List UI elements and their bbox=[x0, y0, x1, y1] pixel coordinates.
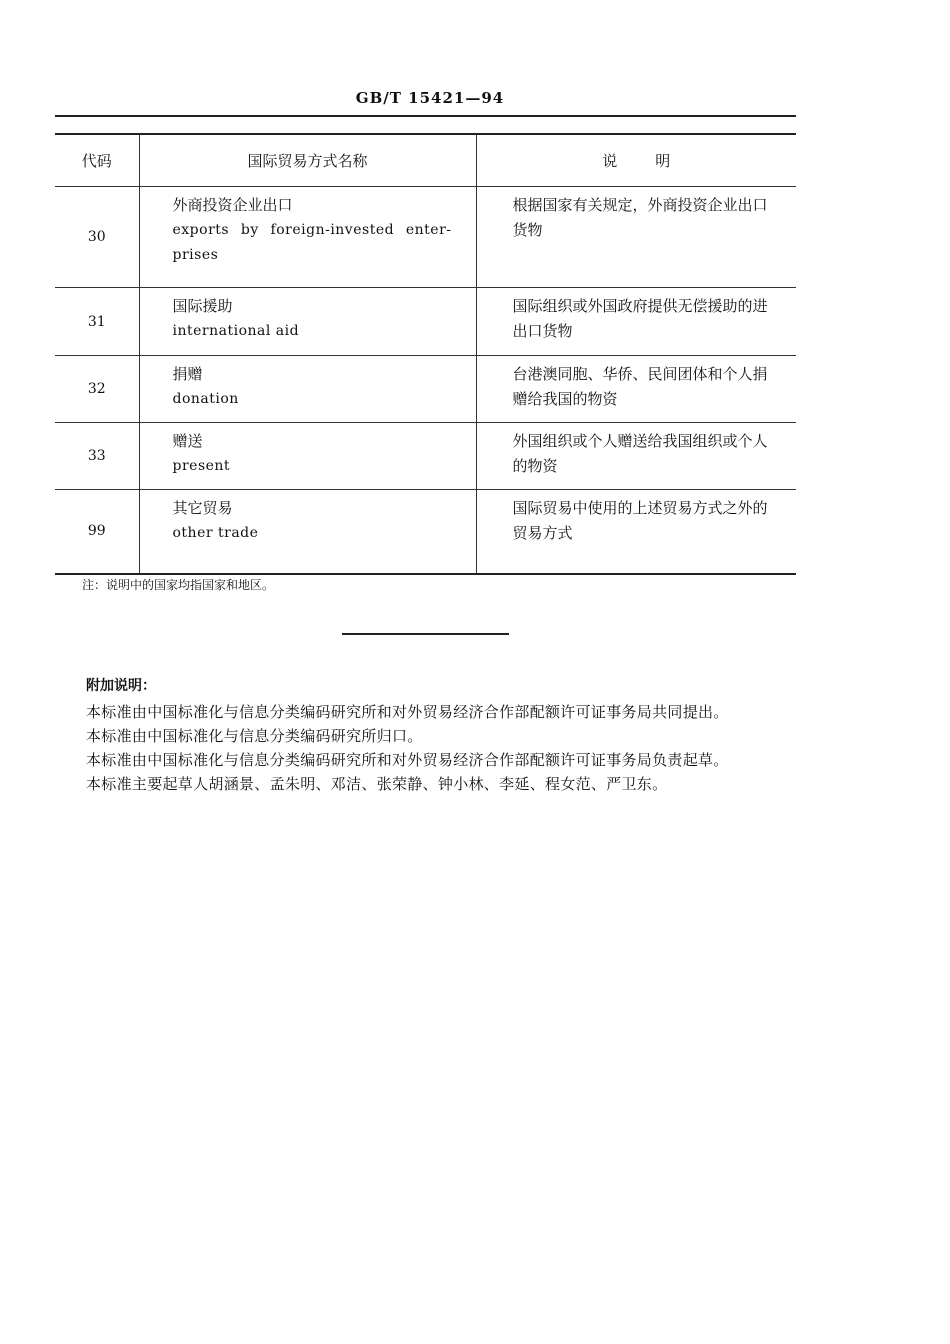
trade-name-en: international aid bbox=[172, 323, 300, 339]
trade-description: 国际贸易中使用的上述贸易方式之外的贸易方式 bbox=[476, 490, 796, 574]
trade-name-en: exports by foreign-invested enter-prises bbox=[172, 222, 452, 263]
additional-notes-title: 附加说明： bbox=[86, 678, 156, 694]
table-row bbox=[55, 490, 796, 574]
table-row bbox=[55, 423, 796, 490]
trade-code: 33 bbox=[55, 423, 139, 490]
trade-name-en: present bbox=[172, 458, 231, 474]
table-row bbox=[55, 187, 796, 288]
trade-name bbox=[139, 356, 476, 423]
additional-note-line: 本标准由中国标准化与信息分类编码研究所归口。 bbox=[86, 727, 423, 745]
trade-mode-table bbox=[55, 133, 796, 575]
section-divider bbox=[342, 633, 509, 635]
column-header-code: 代码 bbox=[55, 134, 139, 187]
trade-name-cn: 其它贸易 bbox=[172, 499, 233, 517]
additional-note-line: 本标准由中国标准化与信息分类编码研究所和对外贸易经济合作部配额许可证事务局负责起草。 bbox=[86, 751, 729, 769]
trade-description: 根据国家有关规定，外商投资企业出口货物 bbox=[476, 187, 796, 288]
trade-name bbox=[139, 423, 476, 490]
trade-name-en: other trade bbox=[172, 525, 259, 541]
trade-name-en: donation bbox=[172, 391, 239, 407]
trade-name bbox=[139, 490, 476, 574]
trade-name-cn: 外商投资企业出口 bbox=[172, 196, 293, 214]
table-note: 注：说明中的国家均指国家和地区。 bbox=[82, 578, 275, 592]
additional-notes bbox=[86, 674, 806, 796]
standard-code: GB/T 15421—94 bbox=[355, 89, 505, 107]
trade-name-cn: 国际援助 bbox=[172, 297, 233, 315]
trade-description: 外国组织或个人赠送给我国组织或个人的物资 bbox=[476, 423, 796, 490]
trade-description: 国际组织或外国政府提供无偿援助的进出口货物 bbox=[476, 288, 796, 356]
header-rule bbox=[55, 115, 796, 117]
additional-note-line: 本标准主要起草人胡涵景、孟朱明、邓洁、张荣静、钟小林、李延、程女范、严卫东。 bbox=[86, 775, 668, 793]
trade-name bbox=[139, 187, 476, 288]
trade-name-cn: 捐赠 bbox=[172, 365, 203, 383]
trade-code: 31 bbox=[55, 288, 139, 356]
trade-name bbox=[139, 288, 476, 356]
trade-code: 30 bbox=[55, 187, 139, 288]
table-row bbox=[55, 288, 796, 356]
table-row bbox=[55, 356, 796, 423]
column-header-explanation: 说明 bbox=[476, 134, 796, 187]
trade-code: 99 bbox=[55, 490, 139, 574]
column-header-name: 国际贸易方式名称 bbox=[139, 134, 476, 187]
trade-name-cn: 赠送 bbox=[172, 432, 203, 450]
table-header-row bbox=[55, 134, 796, 187]
additional-note-line: 本标准由中国标准化与信息分类编码研究所和对外贸易经济合作部配额许可证事务局共同提出。 bbox=[86, 703, 729, 721]
trade-code: 32 bbox=[55, 356, 139, 423]
trade-description: 台港澳同胞、华侨、民间团体和个人捐赠给我国的物资 bbox=[476, 356, 796, 423]
